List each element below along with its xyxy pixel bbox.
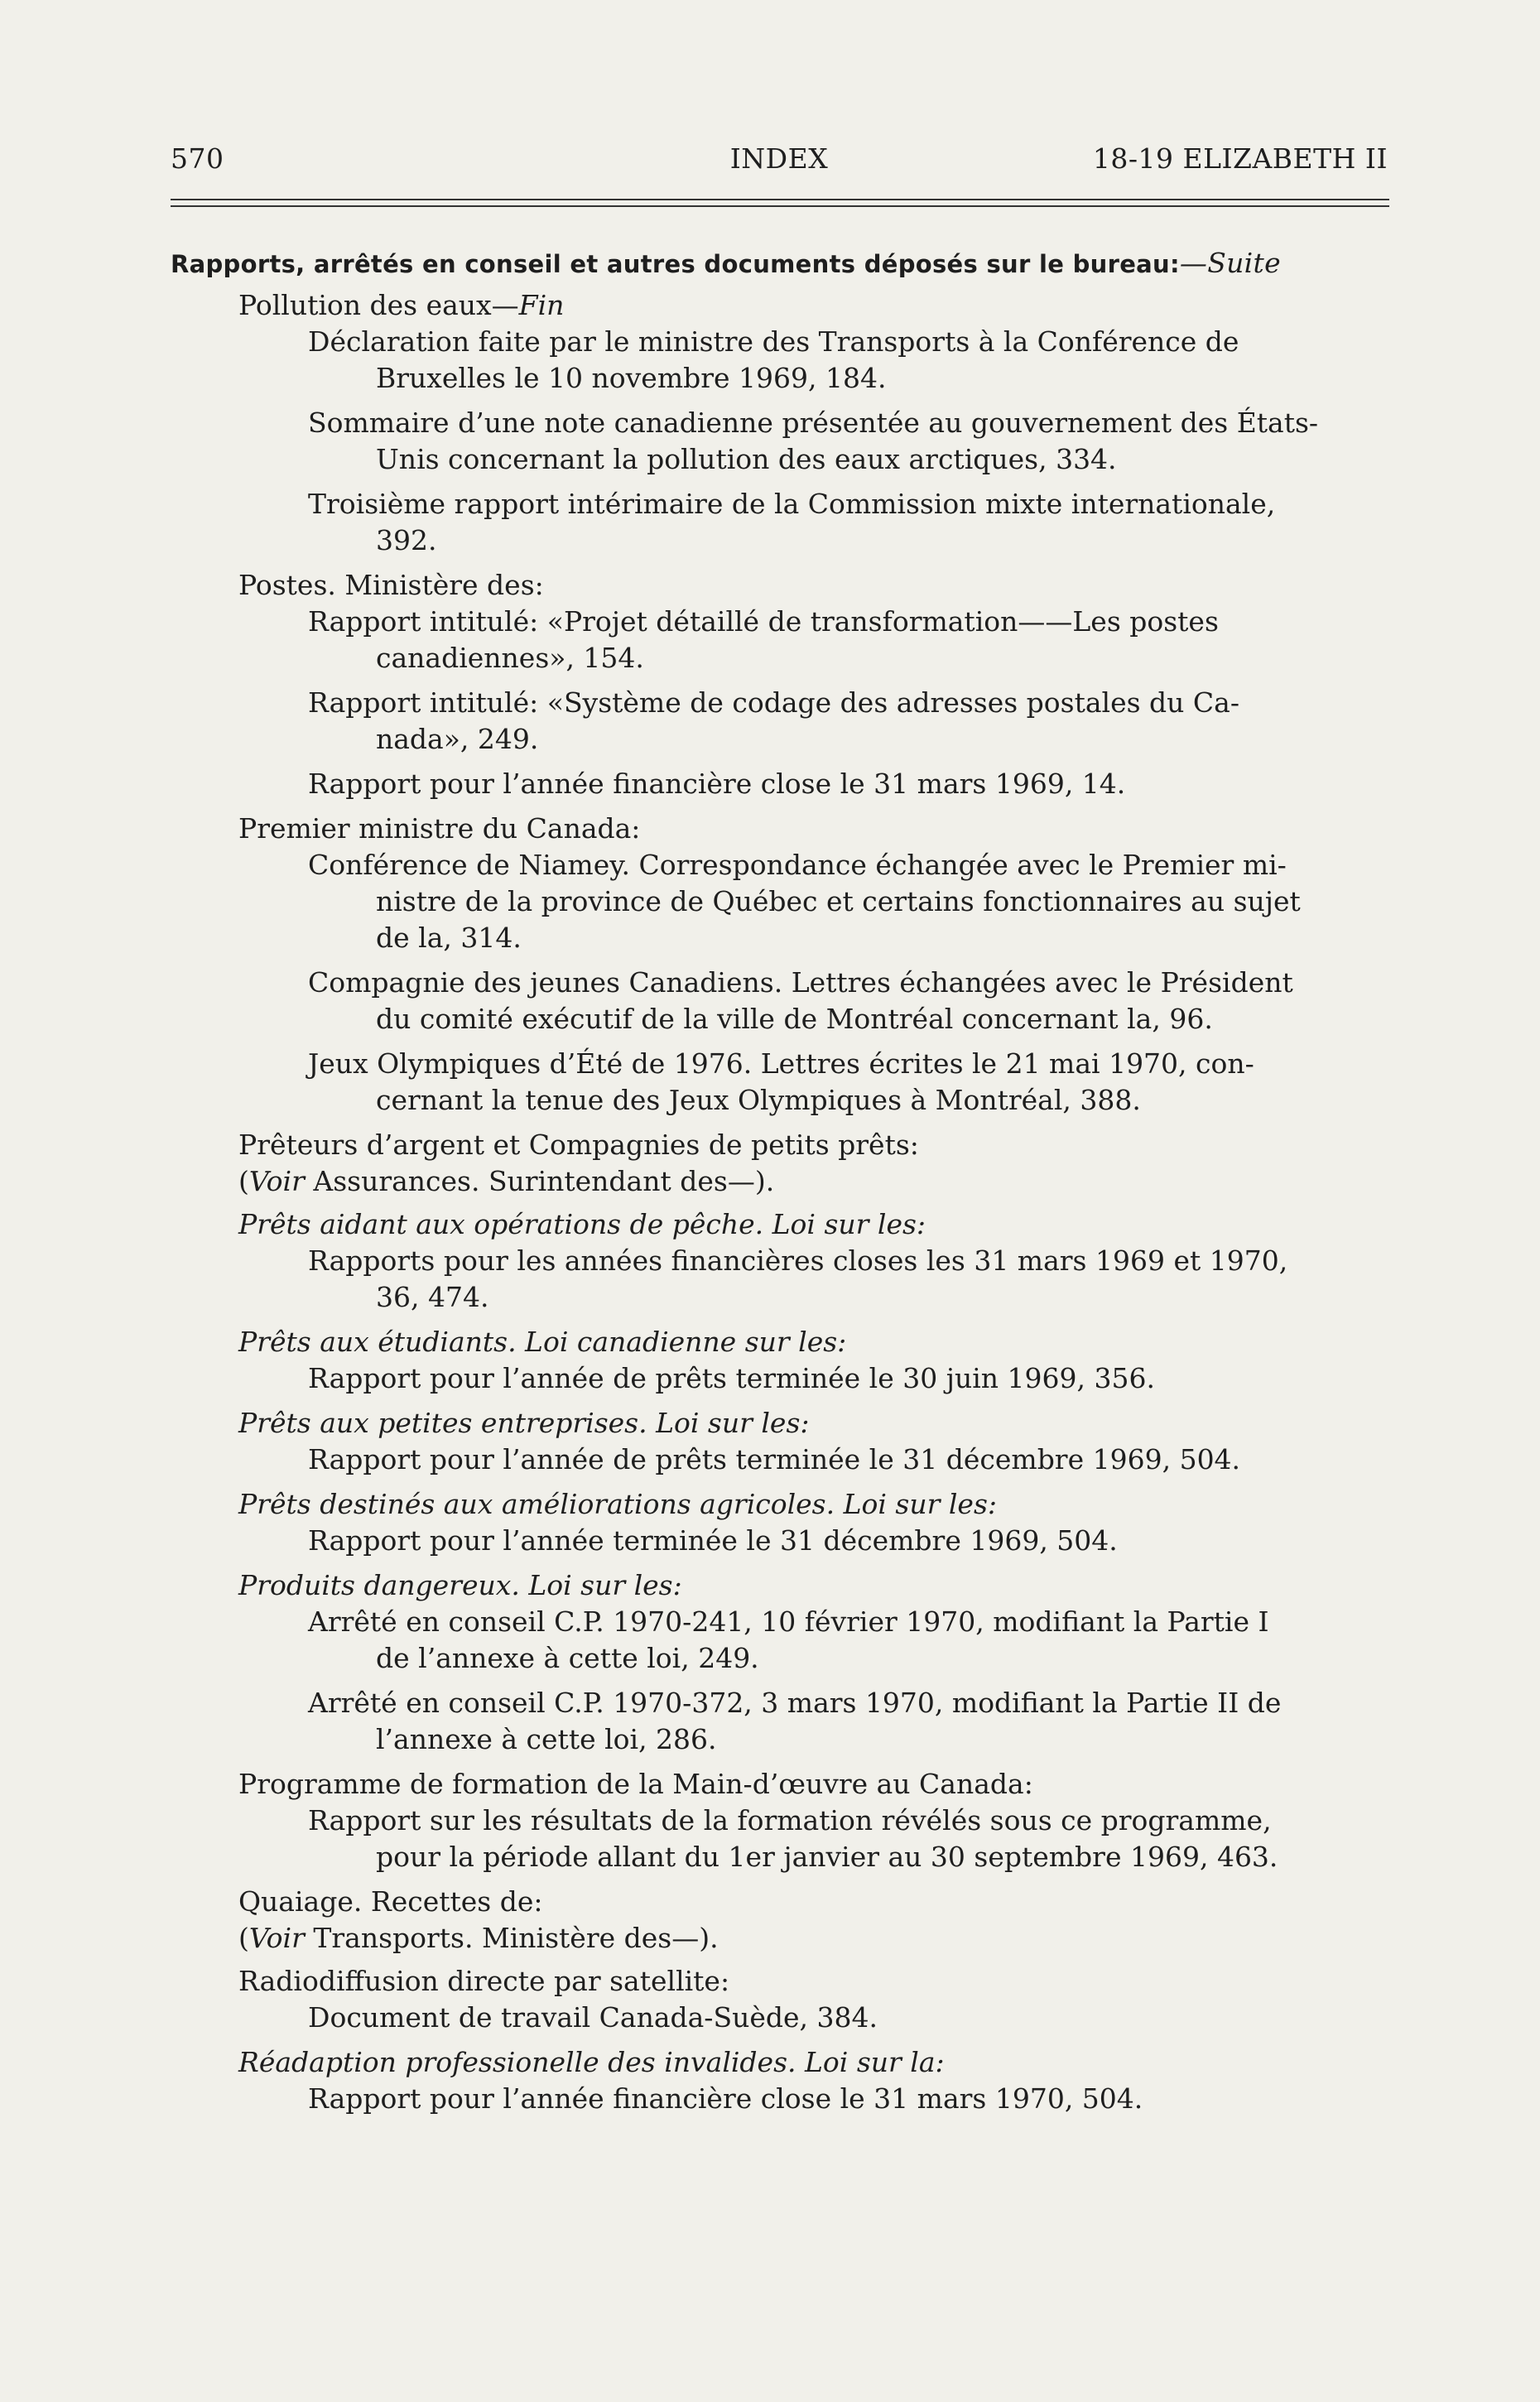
sub-entry: [171, 2000, 1388, 2036]
sub-entry-line: Rapports pour les années financières closes les 31 mars 1969 et 1970,: [308, 1244, 1288, 1277]
entry-heading: Prêteurs d’argent et Compagnies de petits prêts:: [238, 1129, 919, 1161]
header-rule-bottom: [171, 205, 1389, 207]
sub-entry-line: nistre de la province de Québec et certains fonctionnaires au sujet: [376, 885, 1301, 917]
sub-entry-line: Document de travail Canada-Suède, 384.: [308, 2001, 878, 2034]
sub-entry-line: du comité exécutif de la ville de Montréal concernant la, 96.: [376, 1003, 1213, 1035]
sub-entry: [171, 486, 1388, 559]
index-entry: [171, 1324, 1388, 1397]
sub-entry-line: Sommaire d’une note canadienne présentée au gouvernement des États-: [308, 407, 1319, 439]
sub-entry-line: Rapport intitulé: «Projet détaillé de transformation——Les postes: [308, 605, 1219, 638]
sub-entry: [171, 965, 1388, 1037]
sub-entry-line: Rapport pour l’année financière close le 31 mars 1970, 504.: [308, 2082, 1143, 2115]
index-content: [171, 245, 1388, 2125]
index-entry: [171, 1567, 1388, 1758]
sub-entry-line: Rapport pour l’année terminée le 31 décembre 1969, 504.: [308, 1524, 1118, 1557]
entry-heading: Prêts destinés aux améliorations agricoles. Loi sur les:: [238, 1488, 998, 1520]
sub-entry: [171, 1803, 1388, 1875]
entry-heading: Pollution des eaux—Fin: [238, 289, 565, 321]
sub-entry-line: Rapport sur les résultats de la formation révélés sous ce programme,: [308, 1804, 1272, 1836]
index-entry: [171, 1206, 1388, 1316]
sub-entry: [171, 1685, 1388, 1758]
index-entry: [171, 1766, 1388, 1875]
sub-entry-line: Rapport pour l’année de prêts terminée le 31 décembre 1969, 504.: [308, 1443, 1241, 1475]
sub-entry: [171, 1243, 1388, 1316]
index-entry: [171, 287, 1388, 559]
sub-entry: [171, 2081, 1388, 2117]
index-entry: [171, 1486, 1388, 1559]
page-number: 570: [171, 142, 224, 175]
entry-heading: Premier ministre du Canada:: [238, 812, 641, 845]
sub-entry-line: Déclaration faite par le ministre des Transports à la Conférence de: [308, 325, 1239, 358]
sub-entry-line: canadiennes», 154.: [376, 642, 644, 674]
sub-entry-line: Bruxelles le 10 novembre 1969, 184.: [376, 362, 887, 394]
sub-entry: [171, 847, 1388, 956]
entry-list: [171, 287, 1388, 2117]
index-entry: [171, 1127, 1388, 1200]
session-label: 18-19 ELIZABETH II: [1092, 142, 1388, 175]
header-rule-top: [171, 199, 1389, 200]
index-entry: [171, 811, 1388, 1119]
sub-entry-line: 392.: [376, 524, 437, 556]
sub-entry: [171, 1442, 1388, 1478]
sub-entry: [171, 766, 1388, 802]
sub-entry-line: Arrêté en conseil C.P. 1970-241, 10 février 1970, modifiant la Partie I: [308, 1605, 1269, 1638]
sub-entry-line: Unis concernant la pollution des eaux arctiques, 334.: [376, 443, 1117, 475]
entry-heading: Prêts aux étudiants. Loi canadienne sur les:: [238, 1326, 847, 1358]
section-suffix: —Suite: [1179, 247, 1281, 279]
entry-heading: Programme de formation de la Main-d’œuvre au Canada:: [238, 1768, 1033, 1800]
sub-entry: [171, 604, 1388, 676]
index-entry: [171, 567, 1388, 802]
section-title: Rapports, arrêtés en conseil et autres documents déposés sur le bureau:: [171, 250, 1180, 278]
index-entry: [171, 2044, 1388, 2117]
entry-heading: Radiodiffusion directe par satellite:: [238, 1965, 730, 1997]
sub-entry-line: pour la période allant du 1er janvier au 30 septembre 1969, 463.: [376, 1841, 1278, 1873]
sub-entry-line: l’annexe à cette loi, 286.: [376, 1723, 717, 1755]
sub-entry: [171, 1046, 1388, 1119]
cross-reference: (Voir Transports. Ministère des—).: [238, 1922, 719, 1954]
sub-entry: [171, 324, 1388, 397]
sub-entry: [171, 685, 1388, 758]
entry-heading: Réadaption professionelle des invalides. Loi sur la:: [238, 2046, 945, 2078]
sub-entry-line: de l’annexe à cette loi, 249.: [376, 1642, 759, 1674]
sub-entry-line: Rapport pour l’année de prêts terminée le 30 juin 1969, 356.: [308, 1362, 1155, 1394]
sub-entry-line: Conférence de Niamey. Correspondance échangée avec le Premier mi-: [308, 849, 1287, 881]
index-entry: [171, 1405, 1388, 1478]
entry-heading: Produits dangereux. Loi sur les:: [238, 1569, 682, 1601]
sub-entry-line: cernant la tenue des Jeux Olympiques à Montréal, 388.: [376, 1084, 1141, 1116]
sub-entry-line: Rapport pour l’année financière close le 31 mars 1969, 14.: [308, 768, 1126, 800]
index-entry: [171, 1963, 1388, 2036]
sub-entry-line: Jeux Olympiques d’Été de 1976. Lettres écrites le 21 mai 1970, con-: [308, 1047, 1254, 1080]
index-entry: [171, 1884, 1388, 1957]
sub-entry-line: de la, 314.: [376, 922, 522, 954]
sub-entry-line: Arrêté en conseil C.P. 1970-372, 3 mars 1970, modifiant la Partie II de: [308, 1687, 1282, 1719]
sub-entry-line: nada», 249.: [376, 723, 539, 755]
sub-entry-line: Troisième rapport intérimaire de la Commission mixte internationale,: [308, 488, 1276, 520]
sub-entry-line: 36, 474.: [376, 1281, 489, 1313]
sub-entry-line: Compagnie des jeunes Canadiens. Lettres échangées avec le Président: [308, 966, 1293, 999]
entry-heading: Postes. Ministère des:: [238, 569, 544, 601]
sub-entry: [171, 1604, 1388, 1677]
entry-heading: Quaiage. Recettes de:: [238, 1885, 543, 1918]
running-head: [171, 142, 1388, 181]
sub-entry-line: Rapport intitulé: «Système de codage des adresses postales du Ca-: [308, 686, 1239, 719]
sub-entry: [171, 1360, 1388, 1397]
cross-reference: (Voir Assurances. Surintendant des—).: [238, 1165, 775, 1197]
page-title: INDEX: [729, 142, 829, 175]
sub-entry: [171, 1523, 1388, 1559]
entry-heading: Prêts aidant aux opérations de pêche. Loi sur les:: [238, 1208, 926, 1240]
section-heading: [171, 245, 1388, 282]
entry-heading: Prêts aux petites entreprises. Loi sur les:: [238, 1407, 810, 1439]
sub-entry: [171, 405, 1388, 478]
